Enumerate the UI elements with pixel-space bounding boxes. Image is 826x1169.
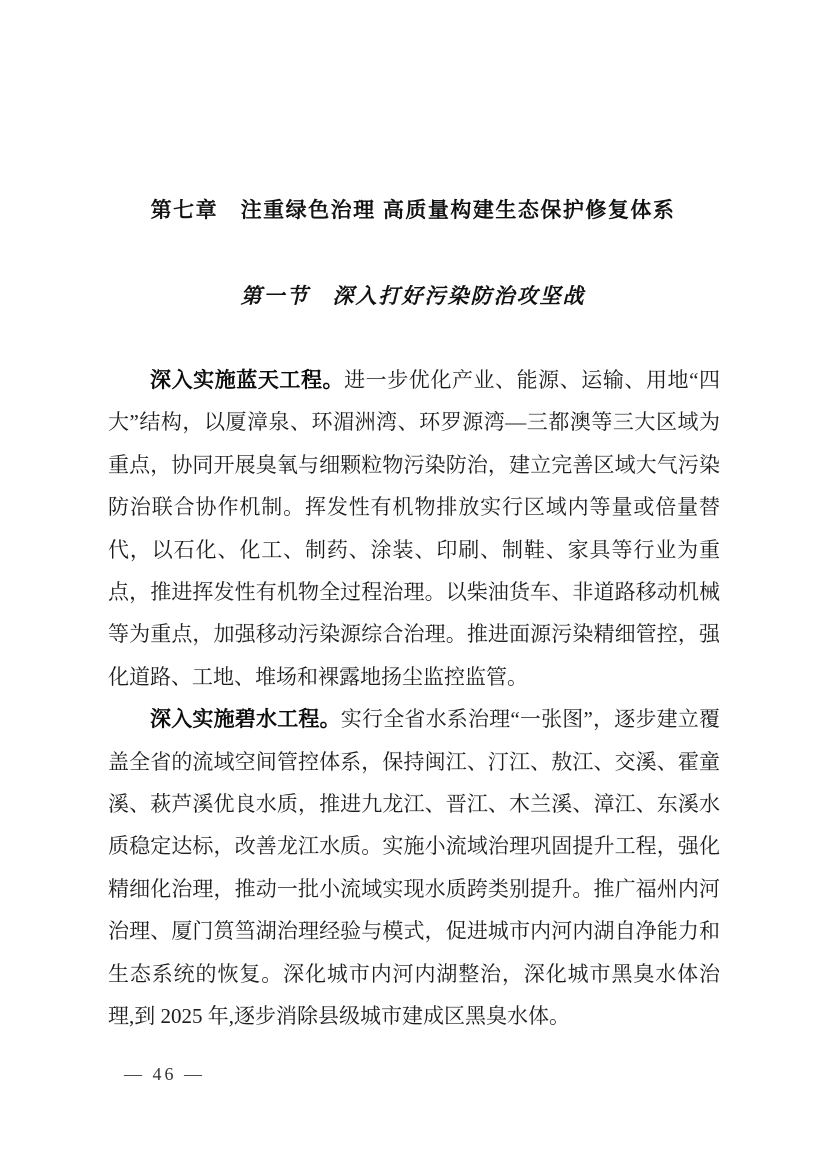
- paragraph-lead-bold: 深入实施蓝天工程。: [150, 368, 345, 392]
- paragraph-clear-water-project: [108, 698, 720, 1037]
- paragraph-text: 进一步优化产业、能源、运输、用地“四大”结构，以厦漳泉、环湄洲湾、环罗源湾—三都澳等三大区域为重点，协同开展臭氧与细颗粒物污染防治，建立完善区域大气污染防治联合协作机制。挥发性有机物排放实行区域内等量或倍量替代，以石化、化工、制药、涂装、印刷、制鞋、家具等行业为重点，推进挥发性有机物全过程治理。以柴油货车、非道路移动机械等为重点，加强移动污染源综合治理。推进面源污染精细管控，强化道路、工地、堆场和裸露地扬尘监控监管。: [108, 368, 720, 689]
- document-body: [108, 359, 720, 1038]
- page-number: — 46 —: [124, 1064, 205, 1084]
- paragraph-blue-sky-project: [108, 359, 720, 698]
- section-title: 第一节 深入打好污染防治攻坚战: [240, 284, 586, 308]
- paragraph-lead-bold: 深入实施碧水工程。: [150, 707, 341, 732]
- chapter-title: 第七章 注重绿色治理 高质量构建生态保护修复体系: [150, 199, 676, 222]
- paragraph-text: 实行全省水系治理“一张图”，逐步建立覆盖全省的流域空间管控体系，保持闽江、汀江、敖江、交溪、霍童溪、萩芦溪优良水质，推进九龙江、晋江、木兰溪、漳江、东溪水质稳定达标，改善龙江水质。实施小流域治理巩固提升工程，强化精细化治理，推动一批小流域实现水质跨类别提升。推广福州内河治理、厦门筼筜湖治理经验与模式，促进城市内河内湖自净能力和生态系统的恢复。深化城市内河内湖整治，深化城市黑臭水体治理,到 2025 年,逐步消除县级城市建成区黑臭水体。: [108, 707, 721, 1029]
